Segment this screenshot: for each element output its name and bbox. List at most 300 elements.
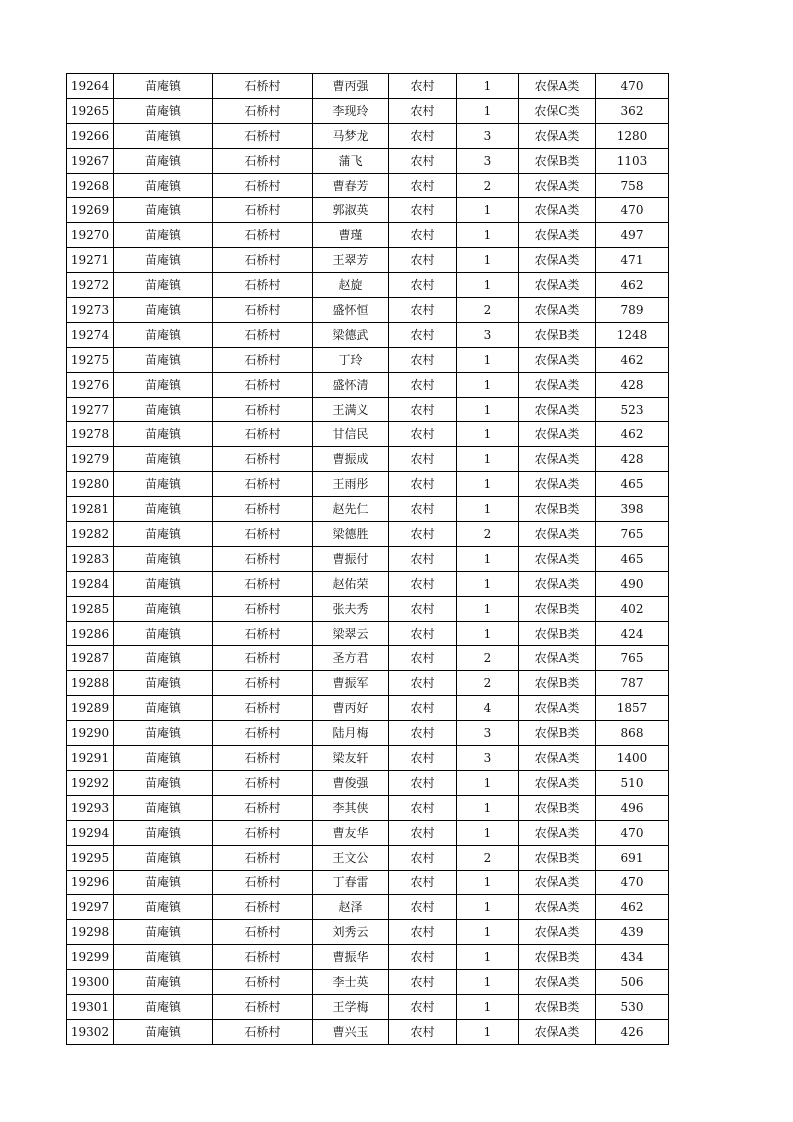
records-table — [66, 73, 669, 1045]
village-cell: 石桥村 — [213, 273, 313, 298]
amount-cell: 424 — [596, 621, 669, 646]
person-name-cell: 李其侠 — [313, 795, 389, 820]
insurance-category-cell: 农保B类 — [519, 497, 596, 522]
member-count-cell: 3 — [457, 322, 519, 347]
household-type-cell: 农村 — [389, 422, 457, 447]
town-cell: 苗庵镇 — [114, 746, 213, 771]
person-name-cell: 盛怀清 — [313, 372, 389, 397]
household-type-cell: 农村 — [389, 820, 457, 845]
member-count-cell: 1 — [457, 497, 519, 522]
household-type-cell: 农村 — [389, 298, 457, 323]
insurance-category-cell: 农保A类 — [519, 1019, 596, 1044]
household-type-cell: 农村 — [389, 870, 457, 895]
town-cell: 苗庵镇 — [114, 646, 213, 671]
table-row — [67, 945, 669, 970]
amount-cell: 402 — [596, 596, 669, 621]
insurance-category-cell: 农保A类 — [519, 696, 596, 721]
insurance-category-cell: 农保B类 — [519, 795, 596, 820]
table-row — [67, 298, 669, 323]
person-name-cell: 王文公 — [313, 845, 389, 870]
town-cell: 苗庵镇 — [114, 945, 213, 970]
table-body — [67, 74, 669, 1045]
village-cell: 石桥村 — [213, 347, 313, 372]
member-count-cell: 2 — [457, 845, 519, 870]
insurance-category-cell: 农保A类 — [519, 447, 596, 472]
person-name-cell: 曹振付 — [313, 546, 389, 571]
amount-cell: 789 — [596, 298, 669, 323]
town-cell: 苗庵镇 — [114, 596, 213, 621]
household-type-cell: 农村 — [389, 273, 457, 298]
table-row — [67, 621, 669, 646]
household-type-cell: 农村 — [389, 322, 457, 347]
town-cell: 苗庵镇 — [114, 223, 213, 248]
person-name-cell: 甘信民 — [313, 422, 389, 447]
table-row — [67, 173, 669, 198]
record-id-cell: 19288 — [67, 671, 114, 696]
insurance-category-cell: 农保B类 — [519, 322, 596, 347]
town-cell: 苗庵镇 — [114, 422, 213, 447]
town-cell: 苗庵镇 — [114, 322, 213, 347]
table-row — [67, 746, 669, 771]
town-cell: 苗庵镇 — [114, 447, 213, 472]
record-id-cell: 19287 — [67, 646, 114, 671]
person-name-cell: 曹振华 — [313, 945, 389, 970]
member-count-cell: 1 — [457, 1019, 519, 1044]
town-cell: 苗庵镇 — [114, 820, 213, 845]
table-row — [67, 571, 669, 596]
person-name-cell: 盛怀恒 — [313, 298, 389, 323]
village-cell: 石桥村 — [213, 522, 313, 547]
village-cell: 石桥村 — [213, 795, 313, 820]
household-type-cell: 农村 — [389, 497, 457, 522]
member-count-cell: 1 — [457, 98, 519, 123]
record-id-cell: 19293 — [67, 795, 114, 820]
village-cell: 石桥村 — [213, 98, 313, 123]
village-cell: 石桥村 — [213, 870, 313, 895]
table-row — [67, 248, 669, 273]
amount-cell: 428 — [596, 447, 669, 472]
village-cell: 石桥村 — [213, 546, 313, 571]
insurance-category-cell: 农保B类 — [519, 148, 596, 173]
member-count-cell: 1 — [457, 596, 519, 621]
member-count-cell: 3 — [457, 721, 519, 746]
amount-cell: 465 — [596, 546, 669, 571]
record-id-cell: 19300 — [67, 970, 114, 995]
table-row — [67, 98, 669, 123]
amount-cell: 1280 — [596, 123, 669, 148]
town-cell: 苗庵镇 — [114, 522, 213, 547]
member-count-cell: 1 — [457, 546, 519, 571]
insurance-category-cell: 农保A类 — [519, 248, 596, 273]
amount-cell: 497 — [596, 223, 669, 248]
amount-cell: 523 — [596, 397, 669, 422]
household-type-cell: 农村 — [389, 994, 457, 1019]
town-cell: 苗庵镇 — [114, 546, 213, 571]
person-name-cell: 赵旋 — [313, 273, 389, 298]
record-id-cell: 19264 — [67, 74, 114, 99]
person-name-cell: 郭淑英 — [313, 198, 389, 223]
household-type-cell: 农村 — [389, 895, 457, 920]
person-name-cell: 王翠芳 — [313, 248, 389, 273]
table-row — [67, 372, 669, 397]
member-count-cell: 2 — [457, 522, 519, 547]
amount-cell: 691 — [596, 845, 669, 870]
village-cell: 石桥村 — [213, 895, 313, 920]
insurance-category-cell: 农保A类 — [519, 522, 596, 547]
amount-cell: 434 — [596, 945, 669, 970]
member-count-cell: 1 — [457, 198, 519, 223]
village-cell: 石桥村 — [213, 74, 313, 99]
record-id-cell: 19281 — [67, 497, 114, 522]
household-type-cell: 农村 — [389, 1019, 457, 1044]
town-cell: 苗庵镇 — [114, 397, 213, 422]
record-id-cell: 19280 — [67, 472, 114, 497]
amount-cell: 428 — [596, 372, 669, 397]
record-id-cell: 19279 — [67, 447, 114, 472]
member-count-cell: 2 — [457, 646, 519, 671]
household-type-cell: 农村 — [389, 770, 457, 795]
member-count-cell: 1 — [457, 945, 519, 970]
member-count-cell: 1 — [457, 621, 519, 646]
table-row — [67, 322, 669, 347]
amount-cell: 462 — [596, 422, 669, 447]
member-count-cell: 4 — [457, 696, 519, 721]
record-id-cell: 19265 — [67, 98, 114, 123]
insurance-category-cell: 农保A类 — [519, 746, 596, 771]
table-row — [67, 920, 669, 945]
village-cell: 石桥村 — [213, 123, 313, 148]
amount-cell: 426 — [596, 1019, 669, 1044]
amount-cell: 490 — [596, 571, 669, 596]
member-count-cell: 1 — [457, 372, 519, 397]
household-type-cell: 农村 — [389, 596, 457, 621]
household-type-cell: 农村 — [389, 447, 457, 472]
village-cell: 石桥村 — [213, 447, 313, 472]
household-type-cell: 农村 — [389, 795, 457, 820]
amount-cell: 496 — [596, 795, 669, 820]
record-id-cell: 19301 — [67, 994, 114, 1019]
town-cell: 苗庵镇 — [114, 696, 213, 721]
household-type-cell: 农村 — [389, 646, 457, 671]
record-id-cell: 19266 — [67, 123, 114, 148]
village-cell: 石桥村 — [213, 322, 313, 347]
village-cell: 石桥村 — [213, 472, 313, 497]
town-cell: 苗庵镇 — [114, 970, 213, 995]
person-name-cell: 梁德胜 — [313, 522, 389, 547]
record-id-cell: 19296 — [67, 870, 114, 895]
table-row — [67, 895, 669, 920]
town-cell: 苗庵镇 — [114, 497, 213, 522]
amount-cell: 765 — [596, 522, 669, 547]
household-type-cell: 农村 — [389, 123, 457, 148]
village-cell: 石桥村 — [213, 970, 313, 995]
insurance-category-cell: 农保A类 — [519, 920, 596, 945]
amount-cell: 765 — [596, 646, 669, 671]
amount-cell: 470 — [596, 820, 669, 845]
table-row — [67, 397, 669, 422]
village-cell: 石桥村 — [213, 223, 313, 248]
table-row — [67, 696, 669, 721]
town-cell: 苗庵镇 — [114, 472, 213, 497]
table-row — [67, 671, 669, 696]
person-name-cell: 曹俊强 — [313, 770, 389, 795]
village-cell: 石桥村 — [213, 845, 313, 870]
insurance-category-cell: 农保A类 — [519, 123, 596, 148]
person-name-cell: 赵先仁 — [313, 497, 389, 522]
household-type-cell: 农村 — [389, 621, 457, 646]
record-id-cell: 19302 — [67, 1019, 114, 1044]
table-row — [67, 273, 669, 298]
town-cell: 苗庵镇 — [114, 920, 213, 945]
insurance-category-cell: 农保A类 — [519, 422, 596, 447]
member-count-cell: 3 — [457, 123, 519, 148]
table-row — [67, 646, 669, 671]
village-cell: 石桥村 — [213, 596, 313, 621]
village-cell: 石桥村 — [213, 497, 313, 522]
amount-cell: 465 — [596, 472, 669, 497]
village-cell: 石桥村 — [213, 248, 313, 273]
person-name-cell: 赵佑荣 — [313, 571, 389, 596]
insurance-category-cell: 农保A类 — [519, 198, 596, 223]
table-row — [67, 795, 669, 820]
record-id-cell: 19299 — [67, 945, 114, 970]
household-type-cell: 农村 — [389, 970, 457, 995]
town-cell: 苗庵镇 — [114, 795, 213, 820]
town-cell: 苗庵镇 — [114, 123, 213, 148]
village-cell: 石桥村 — [213, 148, 313, 173]
amount-cell: 462 — [596, 347, 669, 372]
amount-cell: 470 — [596, 198, 669, 223]
insurance-category-cell: 农保A类 — [519, 273, 596, 298]
member-count-cell: 1 — [457, 870, 519, 895]
table-row — [67, 123, 669, 148]
table-row — [67, 74, 669, 99]
town-cell: 苗庵镇 — [114, 671, 213, 696]
amount-cell: 1400 — [596, 746, 669, 771]
village-cell: 石桥村 — [213, 746, 313, 771]
person-name-cell: 梁德武 — [313, 322, 389, 347]
table-row — [67, 198, 669, 223]
table-row — [67, 223, 669, 248]
amount-cell: 470 — [596, 870, 669, 895]
insurance-category-cell: 农保A类 — [519, 74, 596, 99]
table-row — [67, 1019, 669, 1044]
household-type-cell: 农村 — [389, 148, 457, 173]
person-name-cell: 曹兴玉 — [313, 1019, 389, 1044]
insurance-category-cell: 农保B类 — [519, 845, 596, 870]
village-cell: 石桥村 — [213, 696, 313, 721]
person-name-cell: 李士英 — [313, 970, 389, 995]
town-cell: 苗庵镇 — [114, 248, 213, 273]
village-cell: 石桥村 — [213, 945, 313, 970]
person-name-cell: 张夫秀 — [313, 596, 389, 621]
record-id-cell: 19269 — [67, 198, 114, 223]
table-row — [67, 546, 669, 571]
person-name-cell: 王雨彤 — [313, 472, 389, 497]
amount-cell: 470 — [596, 74, 669, 99]
village-cell: 石桥村 — [213, 770, 313, 795]
insurance-category-cell: 农保A类 — [519, 546, 596, 571]
record-id-cell: 19295 — [67, 845, 114, 870]
member-count-cell: 1 — [457, 795, 519, 820]
record-id-cell: 19292 — [67, 770, 114, 795]
member-count-cell: 1 — [457, 895, 519, 920]
record-id-cell: 19276 — [67, 372, 114, 397]
insurance-category-cell: 农保B类 — [519, 945, 596, 970]
record-id-cell: 19291 — [67, 746, 114, 771]
household-type-cell: 农村 — [389, 248, 457, 273]
record-id-cell: 19272 — [67, 273, 114, 298]
insurance-category-cell: 农保A类 — [519, 472, 596, 497]
town-cell: 苗庵镇 — [114, 1019, 213, 1044]
member-count-cell: 1 — [457, 820, 519, 845]
person-name-cell: 曹丙好 — [313, 696, 389, 721]
record-id-cell: 19267 — [67, 148, 114, 173]
record-id-cell: 19289 — [67, 696, 114, 721]
village-cell: 石桥村 — [213, 571, 313, 596]
insurance-category-cell: 农保A类 — [519, 646, 596, 671]
member-count-cell: 1 — [457, 472, 519, 497]
record-id-cell: 19277 — [67, 397, 114, 422]
town-cell: 苗庵镇 — [114, 98, 213, 123]
insurance-category-cell: 农保A类 — [519, 223, 596, 248]
household-type-cell: 农村 — [389, 472, 457, 497]
village-cell: 石桥村 — [213, 422, 313, 447]
amount-cell: 530 — [596, 994, 669, 1019]
member-count-cell: 1 — [457, 273, 519, 298]
member-count-cell: 1 — [457, 770, 519, 795]
town-cell: 苗庵镇 — [114, 621, 213, 646]
household-type-cell: 农村 — [389, 347, 457, 372]
record-id-cell: 19286 — [67, 621, 114, 646]
member-count-cell: 2 — [457, 671, 519, 696]
member-count-cell: 3 — [457, 746, 519, 771]
person-name-cell: 曹友华 — [313, 820, 389, 845]
table-row — [67, 770, 669, 795]
table-row — [67, 522, 669, 547]
town-cell: 苗庵镇 — [114, 198, 213, 223]
insurance-category-cell: 农保B类 — [519, 671, 596, 696]
table-row — [67, 721, 669, 746]
household-type-cell: 农村 — [389, 98, 457, 123]
village-cell: 石桥村 — [213, 198, 313, 223]
insurance-category-cell: 农保B类 — [519, 596, 596, 621]
amount-cell: 510 — [596, 770, 669, 795]
household-type-cell: 农村 — [389, 920, 457, 945]
person-name-cell: 曹振军 — [313, 671, 389, 696]
household-type-cell: 农村 — [389, 522, 457, 547]
insurance-category-cell: 农保A类 — [519, 372, 596, 397]
record-id-cell: 19294 — [67, 820, 114, 845]
member-count-cell: 1 — [457, 223, 519, 248]
village-cell: 石桥村 — [213, 671, 313, 696]
member-count-cell: 1 — [457, 447, 519, 472]
person-name-cell: 丁春雷 — [313, 870, 389, 895]
town-cell: 苗庵镇 — [114, 173, 213, 198]
household-type-cell: 农村 — [389, 696, 457, 721]
town-cell: 苗庵镇 — [114, 273, 213, 298]
household-type-cell: 农村 — [389, 74, 457, 99]
member-count-cell: 1 — [457, 347, 519, 372]
insurance-category-cell: 农保A类 — [519, 820, 596, 845]
insurance-category-cell: 农保C类 — [519, 98, 596, 123]
village-cell: 石桥村 — [213, 646, 313, 671]
table-row — [67, 994, 669, 1019]
household-type-cell: 农村 — [389, 845, 457, 870]
record-id-cell: 19282 — [67, 522, 114, 547]
household-type-cell: 农村 — [389, 173, 457, 198]
town-cell: 苗庵镇 — [114, 770, 213, 795]
insurance-category-cell: 农保A类 — [519, 770, 596, 795]
amount-cell: 758 — [596, 173, 669, 198]
insurance-category-cell: 农保B类 — [519, 621, 596, 646]
amount-cell: 1857 — [596, 696, 669, 721]
person-name-cell: 曹春芳 — [313, 173, 389, 198]
person-name-cell: 李现玲 — [313, 98, 389, 123]
amount-cell: 439 — [596, 920, 669, 945]
amount-cell: 506 — [596, 970, 669, 995]
amount-cell: 462 — [596, 895, 669, 920]
town-cell: 苗庵镇 — [114, 895, 213, 920]
person-name-cell: 蒲飞 — [313, 148, 389, 173]
record-id-cell: 19290 — [67, 721, 114, 746]
person-name-cell: 丁玲 — [313, 347, 389, 372]
person-name-cell: 曹瑾 — [313, 223, 389, 248]
member-count-cell: 1 — [457, 970, 519, 995]
village-cell: 石桥村 — [213, 173, 313, 198]
town-cell: 苗庵镇 — [114, 347, 213, 372]
village-cell: 石桥村 — [213, 920, 313, 945]
village-cell: 石桥村 — [213, 372, 313, 397]
record-id-cell: 19298 — [67, 920, 114, 945]
town-cell: 苗庵镇 — [114, 571, 213, 596]
person-name-cell: 曹丙强 — [313, 74, 389, 99]
town-cell: 苗庵镇 — [114, 845, 213, 870]
member-count-cell: 1 — [457, 571, 519, 596]
household-type-cell: 农村 — [389, 746, 457, 771]
person-name-cell: 赵泽 — [313, 895, 389, 920]
record-id-cell: 19283 — [67, 546, 114, 571]
member-count-cell: 1 — [457, 994, 519, 1019]
table-row — [67, 596, 669, 621]
person-name-cell: 王满义 — [313, 397, 389, 422]
village-cell: 石桥村 — [213, 994, 313, 1019]
table-row — [67, 148, 669, 173]
town-cell: 苗庵镇 — [114, 298, 213, 323]
household-type-cell: 农村 — [389, 397, 457, 422]
insurance-category-cell: 农保A类 — [519, 895, 596, 920]
town-cell: 苗庵镇 — [114, 148, 213, 173]
person-name-cell: 陆月梅 — [313, 721, 389, 746]
village-cell: 石桥村 — [213, 1019, 313, 1044]
table-row — [67, 870, 669, 895]
village-cell: 石桥村 — [213, 397, 313, 422]
person-name-cell: 王学梅 — [313, 994, 389, 1019]
person-name-cell: 梁友轩 — [313, 746, 389, 771]
insurance-category-cell: 农保A类 — [519, 347, 596, 372]
record-id-cell: 19270 — [67, 223, 114, 248]
household-type-cell: 农村 — [389, 223, 457, 248]
record-id-cell: 19278 — [67, 422, 114, 447]
insurance-category-cell: 农保A类 — [519, 298, 596, 323]
record-id-cell: 19274 — [67, 322, 114, 347]
member-count-cell: 1 — [457, 920, 519, 945]
table-row — [67, 447, 669, 472]
insurance-category-cell: 农保A类 — [519, 397, 596, 422]
insurance-category-cell: 农保A类 — [519, 870, 596, 895]
table-row — [67, 820, 669, 845]
record-id-cell: 19275 — [67, 347, 114, 372]
